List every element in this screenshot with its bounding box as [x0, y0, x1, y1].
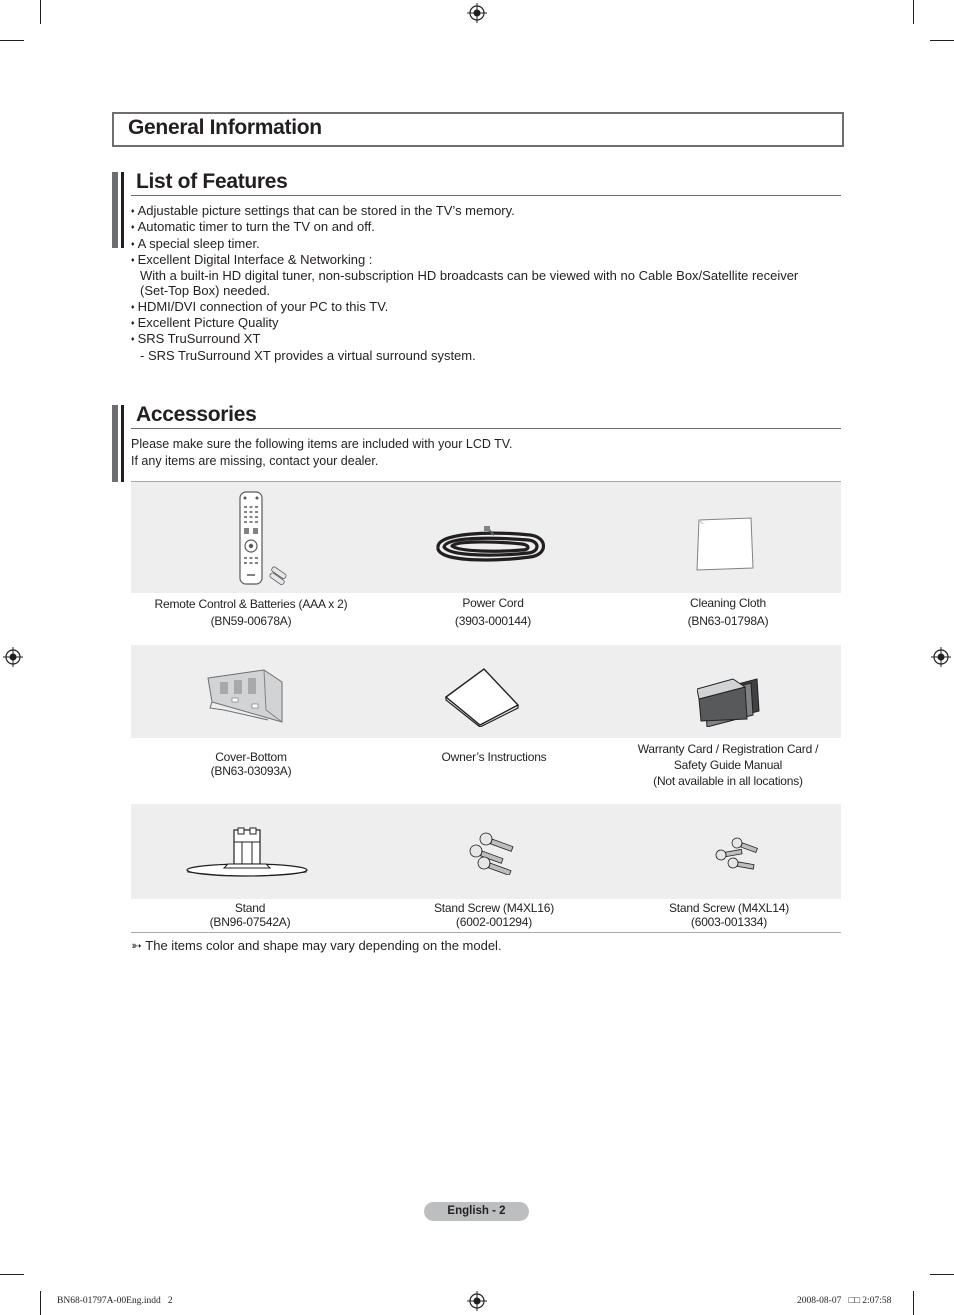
bullet-icon: ♦	[131, 336, 135, 344]
feature-item	[131, 331, 841, 347]
caption-line: (BN63-01798A)	[687, 614, 769, 628]
registration-mark-icon	[467, 3, 487, 23]
power-cord-icon	[430, 525, 550, 567]
accessory-caption-stand	[133, 901, 367, 929]
caption-line: Warranty Card / Registration Card /	[637, 742, 819, 756]
accessory-caption-cleaning-cloth	[611, 595, 845, 629]
intro-line: Please make sure the following items are included with your LCD TV.	[131, 437, 513, 451]
feature-item	[131, 219, 841, 235]
manual-icon	[444, 667, 520, 727]
section-rule	[131, 195, 841, 196]
page-number-badge: English - 2	[424, 1202, 529, 1221]
accessories-title: Accessories	[136, 403, 257, 426]
stand-icon	[184, 826, 310, 878]
features-list	[131, 203, 841, 363]
registration-mark-icon	[467, 1291, 487, 1311]
features-title: List of Features	[136, 170, 288, 193]
feature-item	[131, 252, 841, 268]
caption-line: (6003-001334)	[690, 915, 768, 929]
registration-mark-icon	[931, 647, 951, 667]
crop-mark	[913, 1291, 914, 1315]
note-arrow-icon: ➳	[131, 938, 142, 953]
bullet-icon: ♦	[131, 320, 135, 328]
caption-line: (6002-001294)	[455, 915, 533, 929]
screw-icon	[711, 835, 761, 871]
feature-text: Excellent Picture Quality	[137, 315, 279, 331]
remote-control-icon	[236, 490, 294, 586]
cover-bottom-icon	[204, 668, 286, 724]
note-text: The items color and shape may vary depending on the model.	[145, 938, 502, 953]
crop-mark	[40, 1291, 41, 1315]
intro-line: If any items are missing, contact your dealer.	[131, 454, 379, 468]
footer-file: BN68-01797A-00Eng.indd 2	[57, 1296, 173, 1306]
warranty-card-icon	[697, 673, 761, 727]
feature-item	[131, 203, 841, 219]
section-bar	[121, 405, 124, 482]
registration-mark-icon	[3, 647, 23, 667]
feature-text: SRS TruSurround XT	[137, 331, 261, 347]
accessory-caption-warranty	[611, 741, 845, 789]
crop-mark	[0, 1274, 24, 1275]
caption-line: Remote Control & Batteries (AAA x 2)	[154, 597, 348, 611]
screw-icon	[464, 829, 522, 875]
feature-subtext: With a built-in HD digital tuner, non-subscription HD broadcasts can be viewed with no Cable Box/Satellite receiver	[140, 268, 799, 284]
caption-line: Stand Screw (M4XL14)	[668, 901, 790, 915]
bullet-icon: ♦	[131, 240, 135, 248]
feature-text: HDMI/DVI connection of your PC to this TV.	[137, 298, 389, 314]
feature-subtext: (Set-Top Box) needed.	[140, 283, 271, 299]
section-bar	[121, 172, 124, 248]
crop-mark	[930, 40, 954, 41]
caption-line: Power Cord	[462, 596, 524, 610]
caption-line: (BN63-03093A)	[210, 764, 292, 778]
bullet-icon: ♦	[131, 303, 135, 311]
section-bar	[112, 172, 118, 248]
section-bar	[112, 405, 118, 482]
bullet-icon: ♦	[131, 224, 135, 232]
caption-line: Stand Screw (M4XL16)	[433, 901, 555, 915]
crop-mark	[913, 0, 914, 24]
page-title: General Information	[128, 116, 322, 139]
caption-line: Cleaning Cloth	[690, 596, 766, 610]
cleaning-cloth-icon	[693, 516, 755, 572]
accessory-caption-cover-bottom	[134, 750, 368, 778]
caption-line: (3903-000144)	[454, 614, 532, 628]
feature-text: Automatic timer to turn the TV on and off.	[137, 219, 375, 235]
feature-text: Excellent Digital Interface & Networking :	[137, 251, 373, 267]
note	[131, 938, 502, 954]
footer-timestamp: 2008-08-07 □□ 2:07:58	[797, 1296, 892, 1306]
feature-subtext: - SRS TruSurround XT provides a virtual surround system.	[140, 347, 476, 363]
accessories-intro	[131, 436, 512, 470]
crop-mark	[930, 1274, 954, 1275]
bullet-icon: ♦	[131, 256, 135, 264]
feature-item	[131, 236, 841, 252]
caption-line: Owner’s Instructions	[441, 750, 547, 764]
feature-item	[131, 299, 841, 315]
accessory-caption-power-cord	[376, 595, 610, 629]
feature-text: A special sleep timer.	[137, 235, 260, 251]
accessory-caption-remote	[134, 596, 368, 629]
caption-line: Stand	[234, 901, 266, 915]
crop-mark	[40, 0, 41, 24]
table-rule	[131, 932, 841, 933]
accessory-caption-screw-16	[377, 901, 611, 929]
accessory-caption-manual	[377, 749, 611, 765]
accessory-caption-screw-14	[612, 901, 846, 929]
section-rule	[131, 428, 841, 429]
crop-mark	[0, 40, 24, 41]
caption-line: (BN96-07542A)	[209, 915, 291, 929]
feature-item	[131, 315, 841, 331]
caption-line: (Not available in all locations)	[653, 774, 803, 788]
caption-line: Safety Guide Manual	[673, 758, 783, 772]
feature-text: Adjustable picture settings that can be stored in the TV’s memory.	[137, 203, 515, 218]
bullet-icon: ♦	[131, 208, 135, 215]
caption-line: Cover-Bottom	[215, 750, 287, 764]
caption-line: (BN59-00678A)	[210, 614, 292, 628]
